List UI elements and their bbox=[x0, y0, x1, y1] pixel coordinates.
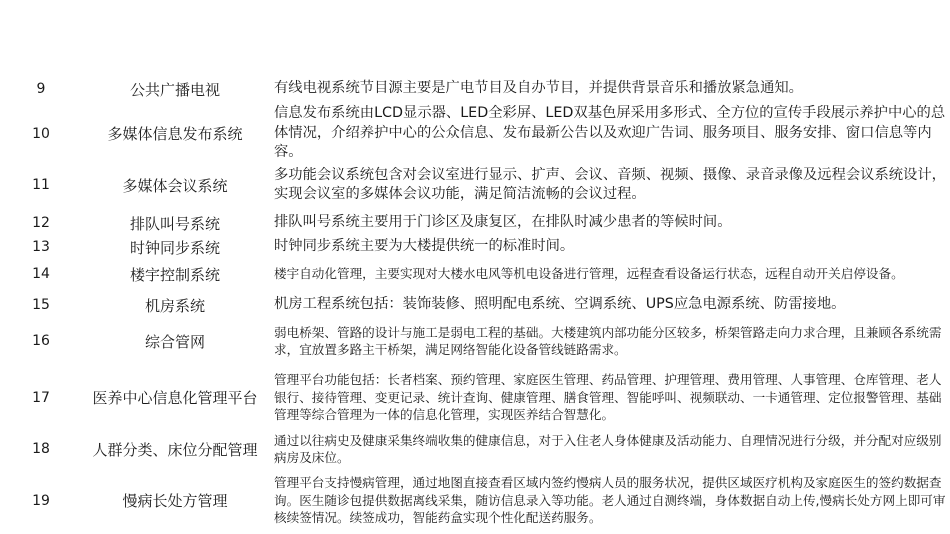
system-name: 机房系统 bbox=[144, 296, 205, 315]
system-description: 有线电视系统节目源主要是广电节目及自办节目，并提供背景音乐和播放紧急通知。 bbox=[274, 80, 803, 97]
table-row bbox=[0, 78, 950, 100]
table-row bbox=[0, 104, 950, 163]
row-number: 19 bbox=[32, 492, 50, 509]
table-row bbox=[0, 257, 950, 291]
row-number: 15 bbox=[32, 297, 50, 313]
row-number: 16 bbox=[32, 333, 50, 349]
table-row bbox=[0, 165, 950, 205]
system-description: 管理平台功能包括：长者档案、预约管理、家庭医生管理、药品管理、护理管理、费用管理、人事管理、仓库管理、老人银行、接待管理、变更记录、统计查询、健康管理、膳食管理、智能呼叫、视频联动、一卡通管理、定位报警管理、基础管理等综合管理为一体的信息化管理，实现医养结合智慧化。 bbox=[274, 372, 942, 423]
table-row bbox=[0, 431, 950, 467]
system-name: 综合管网 bbox=[144, 332, 205, 351]
system-name: 公共广播电视 bbox=[129, 80, 220, 99]
system-description: 楼宇自动化管理，主要实现对大楼水电风等机电设备进行管理，远程查看设备运行状态，远程自动开关启停设备。 bbox=[274, 266, 904, 282]
system-name: 排队叫号系统 bbox=[129, 214, 220, 233]
row-number: 18 bbox=[32, 441, 50, 457]
system-description: 信息发布系统由LCD显示器、LED全彩屏、LED双基色屏采用多形式、全方位的宣传手段展示养护中心的总体情况，介绍养护中心的公众信息、发布最新公告以及欢迎广告词、服务项目、服务安排、窗口信息等内容。 bbox=[274, 105, 946, 161]
row-number: 13 bbox=[32, 239, 50, 255]
system-name: 慢病长处方管理 bbox=[122, 492, 228, 510]
table-row bbox=[0, 371, 950, 424]
row-number: 11 bbox=[32, 177, 50, 193]
system-name: 多媒体信息发布系统 bbox=[107, 125, 243, 143]
table-row bbox=[0, 323, 950, 359]
system-name: 医养中心信息化管理平台 bbox=[92, 389, 258, 407]
system-name: 人群分类、床位分配管理 bbox=[92, 440, 258, 459]
system-name: 多媒体会议系统 bbox=[122, 176, 228, 195]
system-description: 排队叫号系统主要用于门诊区及康复区，在排队时减少患者的等候时间。 bbox=[274, 214, 732, 231]
system-description: 机房工程系统包括：装饰装修、照明配电系统、空调系统、UPS应急电源系统、防雷接地。 bbox=[274, 296, 846, 313]
row-number: 17 bbox=[32, 389, 50, 406]
system-name: 时钟同步系统 bbox=[129, 238, 220, 257]
table-row bbox=[0, 474, 950, 527]
table-row bbox=[0, 294, 950, 316]
system-description: 通过以往病史及健康采集终端收集的健康信息，对于入住老人身体健康及活动能力、自理情况进行分级，并分配对应级别病房及床位。 bbox=[274, 432, 942, 465]
system-description: 多功能会议系统包含对会议室进行显示、扩声、会议、音频、视频、摄像、录音录像及远程会议系统设计，实现会议室的多媒体会议功能，满足简洁流畅的会议过程。 bbox=[274, 166, 946, 202]
row-number: 9 bbox=[36, 81, 46, 97]
row-number: 10 bbox=[32, 125, 50, 142]
row-number: 14 bbox=[32, 266, 50, 282]
system-name: 楼宇控制系统 bbox=[129, 265, 220, 284]
system-description: 管理平台支持慢病管理，通过地图直接查看区域内签约慢病人员的服务状况，提供区域医疗机构及家庭医生的签约数据查询。医生随诊包提供数据离线采集，随访信息录入等功能。老人通过自测终端，身体数据自动上传,慢病长处方网上即可审核续签情况。续签成功，智能药盒实现个性化配送药服务。 bbox=[274, 475, 946, 526]
table-row bbox=[0, 237, 950, 257]
table-row bbox=[0, 212, 950, 234]
row-number: 12 bbox=[32, 215, 50, 231]
system-description: 弱电桥架、管路的设计与施工是弱电工程的基础。大楼建筑内部功能分区较多，桥架管路走向力求合理，且兼顾各系统需求，宜放置多路主干桥架，满足网络智能化设备管线链路需求。 bbox=[274, 324, 942, 357]
system-description: 时钟同步系统主要为大楼提供统一的标准时间。 bbox=[274, 238, 575, 255]
